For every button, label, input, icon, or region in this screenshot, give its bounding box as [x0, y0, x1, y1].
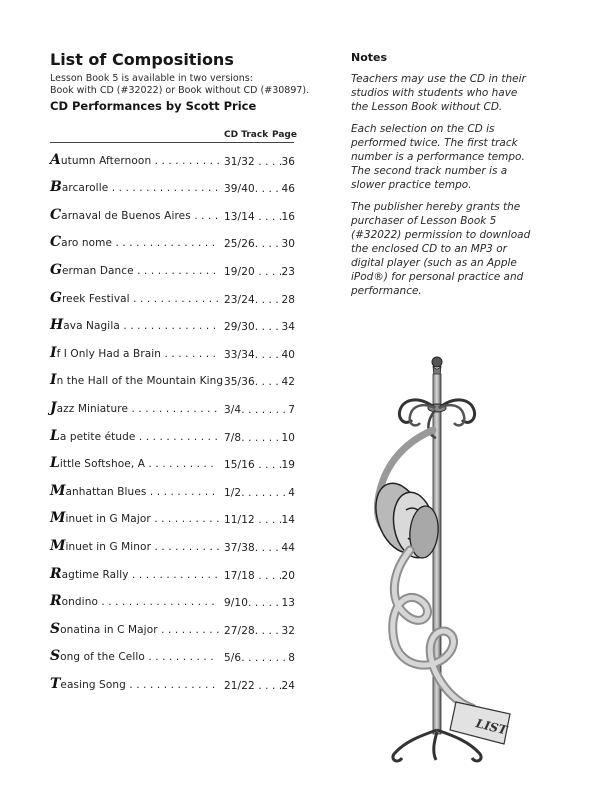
composition-title [50, 566, 218, 582]
note-paragraph-permission: The publisher hereby grants the purchaser of Lesson Book 5 (#32022) permission to download the enclosed CD to an MP3 or digital player (such as an Apple iPod®) for personal practice and performance. [351, 201, 531, 297]
title-text: reek Festival [61, 292, 130, 305]
composition-row [50, 253, 295, 281]
title-text: arcarolle [61, 182, 109, 195]
composition-row [50, 419, 295, 447]
composition-row [50, 143, 295, 171]
cd-track-ref: 19/20 . . . . [224, 265, 283, 278]
title-initial: M [50, 537, 66, 554]
composition-title [50, 290, 219, 306]
page-number: 40 [281, 348, 295, 361]
composition-title [50, 345, 216, 361]
cd-track-ref: 29/30. . . . [224, 321, 279, 334]
title-initial: I [50, 344, 57, 361]
title-initial: H [50, 317, 64, 334]
composition-title [50, 152, 220, 168]
cd-track-ref: 17/18 . . . . [224, 569, 283, 582]
title-text: anhattan Blues [65, 485, 147, 498]
title-initial: C [50, 206, 62, 223]
composition-title [50, 179, 218, 195]
title-text: ong of the Cello [60, 651, 145, 664]
cd-track-ref: 5/6. . . . . . . [224, 652, 286, 665]
page-number: 36 [281, 155, 295, 168]
dot-leader: . . . . [190, 209, 219, 222]
page-number: 19 [281, 459, 295, 472]
dot-leader: . . . . . . . . . . . . [133, 264, 217, 277]
cd-track-ref: 39/40. . . . [224, 183, 279, 196]
composition-title [50, 648, 214, 664]
composition-title [50, 676, 215, 692]
composition-row [50, 667, 295, 695]
title-initial: R [50, 593, 62, 610]
title-text: utumn Afternoon [60, 154, 152, 167]
dot-leader: . . . . . . . . . . . . . [128, 402, 218, 415]
title-text: inuet in G Major [65, 513, 151, 526]
coat-stand-illustration [340, 310, 540, 770]
title-initial: L [50, 455, 60, 472]
title-initial: L [50, 427, 60, 444]
cd-track-ref: 35/36. . . . [224, 376, 279, 389]
title-initial: M [50, 510, 66, 527]
composition-title [50, 207, 218, 223]
title-initial: S [50, 620, 61, 637]
title-initial: S [50, 648, 61, 665]
composition-row [50, 529, 295, 557]
cd-track-ref: 37/38. . . . [224, 541, 279, 554]
dot-leader: . . . . . . . . [161, 347, 217, 360]
cd-track-ref: 33/34. . . . [224, 348, 279, 361]
cd-track-ref: 27/28. . . . [224, 624, 279, 637]
page-number: 44 [281, 541, 295, 554]
title-initial: T [50, 675, 61, 692]
composition-title [50, 262, 216, 278]
title-text: n the Hall of the Mountain King [56, 375, 224, 388]
composition-row [50, 364, 295, 392]
page-title: List of Compositions [50, 50, 234, 69]
note-paragraph-tracks: Each selection on the CD is performed twice. The first track number is a performance tempo. The second track number is a slower practice tempo. [351, 123, 525, 191]
page-number: 20 [281, 569, 295, 582]
dot-leader: . . . . . . . . . . . . [135, 430, 218, 443]
title-text: inuet in G Minor [65, 540, 151, 553]
composition-title [50, 538, 220, 554]
title-initial: M [50, 482, 66, 499]
title-initial: I [50, 372, 57, 389]
page-number: 16 [281, 210, 295, 223]
cd-track-ref: 9/10. . . . . [224, 597, 279, 610]
intro-line-2: Book with CD (#32022) or Book without CD (#30897). [50, 84, 310, 96]
page-number: 30 [281, 238, 295, 251]
intro-text [50, 73, 309, 96]
title-initial: G [50, 261, 62, 278]
title-initial: A [50, 151, 61, 168]
page-number: 8 [288, 652, 295, 665]
title-initial: C [50, 234, 62, 251]
dot-leader: . . . . . . . . . . . . . [125, 678, 216, 691]
page-number: 10 [281, 431, 295, 444]
cd-track-ref: 31/32 . . . . [224, 155, 283, 168]
title-text: ondino [61, 596, 98, 609]
page-number: 28 [281, 293, 295, 306]
page-number: 13 [281, 597, 295, 610]
composition-title [50, 621, 220, 637]
title-text: ava Nagila [63, 320, 120, 333]
cd-track-ref: 7/8. . . . . . [224, 431, 280, 444]
title-text: erman Dance [61, 264, 134, 277]
title-text: onatina in C Major [60, 623, 158, 636]
composition-row [50, 198, 295, 226]
composition-row [50, 474, 295, 502]
composition-title [50, 593, 215, 609]
composition-row [50, 391, 295, 419]
composition-row [50, 309, 295, 337]
composition-row [50, 171, 295, 199]
ribbon-label: LIST [474, 716, 509, 738]
dot-leader: . . . . . . . . . . . . . . . . [108, 182, 219, 195]
title-text: aro nome [61, 237, 113, 250]
cd-track-ref: 25/26. . . . [224, 238, 279, 251]
dot-leader: . . . . . . . . . . . . . . [119, 320, 217, 333]
composition-row [50, 585, 295, 613]
composition-row [50, 226, 295, 254]
page-number: 34 [281, 321, 295, 334]
dot-leader: . . . . . . . . . . [150, 513, 220, 526]
cd-track-ref: 1/2. . . . . . . [224, 486, 286, 499]
title-text: easing Song [60, 678, 126, 691]
composition-row [50, 557, 295, 585]
page-number: 14 [281, 514, 295, 527]
title-text: f I Only Had a Brain [56, 347, 162, 360]
dot-leader: . . . . . . . . . . . . . [129, 292, 220, 305]
page-number: 32 [281, 624, 295, 637]
intro-line-1: Lesson Book 5 is available in two versions: [50, 73, 253, 84]
title-text: ittle Softshoe, A [59, 458, 145, 471]
notes-body [351, 72, 531, 306]
title-initial: G [50, 289, 62, 306]
page-number: 23 [281, 265, 295, 278]
composition-title [50, 510, 220, 526]
cd-track-ref: 3/4. . . . . . . [224, 403, 286, 416]
dot-leader: . . . . . . . . . . . . . . . [112, 237, 216, 250]
notes-heading: Notes [351, 51, 388, 64]
composition-title [50, 317, 216, 333]
dot-leader: . . . . . . . . . . [151, 540, 220, 553]
title-initial: R [50, 565, 62, 582]
composition-row [50, 640, 295, 668]
composition-row [50, 281, 295, 309]
column-header-cd-track: CD Track [224, 130, 269, 140]
page-number: 7 [288, 403, 295, 416]
cd-track-ref: 23/24. . . . [224, 293, 279, 306]
dot-leader: . . . . . . . . . [157, 623, 220, 636]
composition-title [50, 455, 214, 471]
composition-title [50, 400, 217, 416]
title-text: agtime Rally [61, 568, 129, 581]
composition-title [50, 234, 215, 250]
cd-track-ref: 13/14 . . . . [224, 210, 283, 223]
composition-row [50, 612, 295, 640]
composition-title [50, 372, 223, 388]
page-number: 46 [281, 183, 295, 196]
title-text: azz Miniature [56, 402, 129, 415]
page-number: 42 [281, 376, 295, 389]
composition-title [50, 483, 215, 499]
dot-leader: . . . . . . . . . . [146, 485, 216, 498]
cd-track-ref: 11/12 . . . . [224, 514, 283, 527]
dot-leader: . . . . . . . . . . [145, 458, 214, 471]
dot-leader: . . . . . . . . . . . . . . . . . [97, 596, 215, 609]
page-number: 24 [281, 679, 295, 692]
composition-row [50, 336, 295, 364]
dot-leader: . . . . . . . . . . [151, 154, 220, 167]
title-text: a petite étude [59, 430, 136, 443]
page-number: 4 [288, 486, 295, 499]
cd-track-ref: 21/22 . . . . [224, 679, 283, 692]
composition-title [50, 428, 218, 444]
composition-row [50, 447, 295, 475]
section-subtitle: CD Performances by Scott Price [50, 99, 257, 113]
title-initial: J [50, 399, 57, 416]
composition-list [50, 143, 295, 695]
dot-leader: . . . . . . . . . . . . . [128, 568, 218, 581]
column-header-page: Page [272, 130, 297, 140]
title-text: arnaval de Buenos Aires [61, 209, 191, 222]
title-initial: B [50, 179, 62, 196]
note-paragraph-cd-usage: Teachers may use the CD in their studios with students who have the Lesson Book without CD. [351, 73, 526, 113]
dot-leader: . . . . . . . . . . [144, 651, 214, 664]
cd-track-ref: 15/16 . . . . [224, 459, 283, 472]
composition-row [50, 502, 295, 530]
